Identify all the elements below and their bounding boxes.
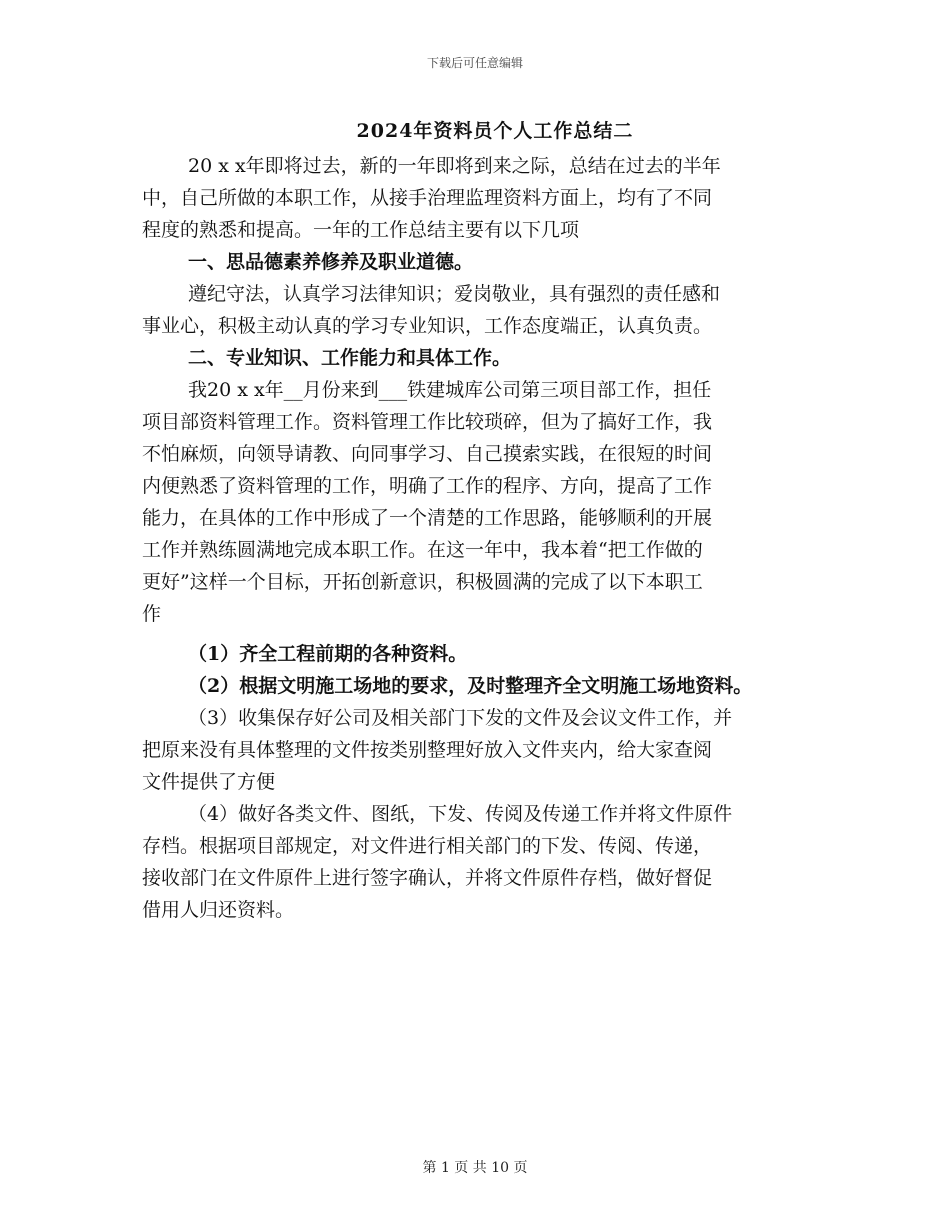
paragraph-line: 接收部门在文件原件上进行签字确认，并将文件原件存档，做好督促 bbox=[142, 867, 713, 889]
paragraph-line: 存档。根据项目部规定，对文件进行相关部门的下发、传阅、传递， bbox=[142, 835, 713, 857]
paragraph-line: 更好”这样一个目标，开拓创新意识，积极圆满的完成了以下本职工 bbox=[142, 571, 703, 593]
page-footer: 第 1 页 共 10 页 bbox=[422, 1160, 528, 1176]
list-item-heading: （1）齐全工程前期的各种资料。 bbox=[188, 643, 468, 665]
paragraph-line: 我20 x x年__月份来到___铁建城库公司第三项目部工作，担任 bbox=[188, 379, 712, 401]
section-heading: 一、思品德素养修养及职业道德。 bbox=[188, 251, 474, 273]
paragraph-line: 文件提供了方便 bbox=[142, 771, 276, 793]
paragraph-line: 不怕麻烦，向领导请教、向同事学习、自己摸索实践，在很短的时间 bbox=[142, 443, 713, 465]
list-item-heading: （2）根据文明施工场地的要求，及时整理齐全文明施工场地资料。 bbox=[188, 675, 753, 697]
paragraph-line: 遵纪守法，认真学习法律知识；爱岗敬业，具有强烈的责任感和 bbox=[188, 283, 721, 305]
paragraph-line: 能力，在具体的工作中形成了一个清楚的工作思路，能够顺利的开展 bbox=[142, 507, 713, 529]
paragraph-line: 把原来没有具体整理的文件按类别整理好放入文件夹内，给大家查阅 bbox=[142, 739, 713, 761]
paragraph-line: 内便熟悉了资料管理的工作，明确了工作的程序、方向，提高了工作 bbox=[142, 475, 713, 497]
paragraph-line: 中，自己所做的本职工作，从接手治理监理资料方面上，均有了不同 bbox=[142, 187, 713, 209]
document-title: 2024年资料员个人工作总结二 bbox=[356, 120, 634, 142]
paragraph-line: 借用人归还资料。 bbox=[142, 899, 295, 921]
page-header: 下载后可任意编辑 bbox=[426, 56, 523, 70]
document-body bbox=[142, 150, 814, 926]
paragraph-line: 作 bbox=[142, 603, 162, 625]
paragraph-line: 事业心，积极主动认真的学习专业知识，工作态度端正，认真负责。 bbox=[142, 315, 713, 337]
paragraph-line: 项目部资料管理工作。资料管理工作比较琐碎，但为了搞好工作，我 bbox=[142, 411, 713, 433]
list-item-line: （3）收集保存好公司及相关部门下发的文件及会议文件工作，并 bbox=[188, 707, 733, 729]
section-heading: 二、专业知识、工作能力和具体工作。 bbox=[188, 347, 512, 369]
paragraph-line: 程度的熟悉和提高。一年的工作总结主要有以下几项 bbox=[142, 219, 580, 241]
paragraph-line: 工作并熟练圆满地完成本职工作。在这一年中，我本着“把工作做的 bbox=[142, 539, 703, 561]
list-item-line: （4）做好各类文件、图纸，下发、传阅及传递工作并将文件原件 bbox=[188, 803, 733, 825]
paragraph-line: 20 x x年即将过去，新的一年即将到来之际，总结在过去的半年 bbox=[188, 155, 721, 177]
